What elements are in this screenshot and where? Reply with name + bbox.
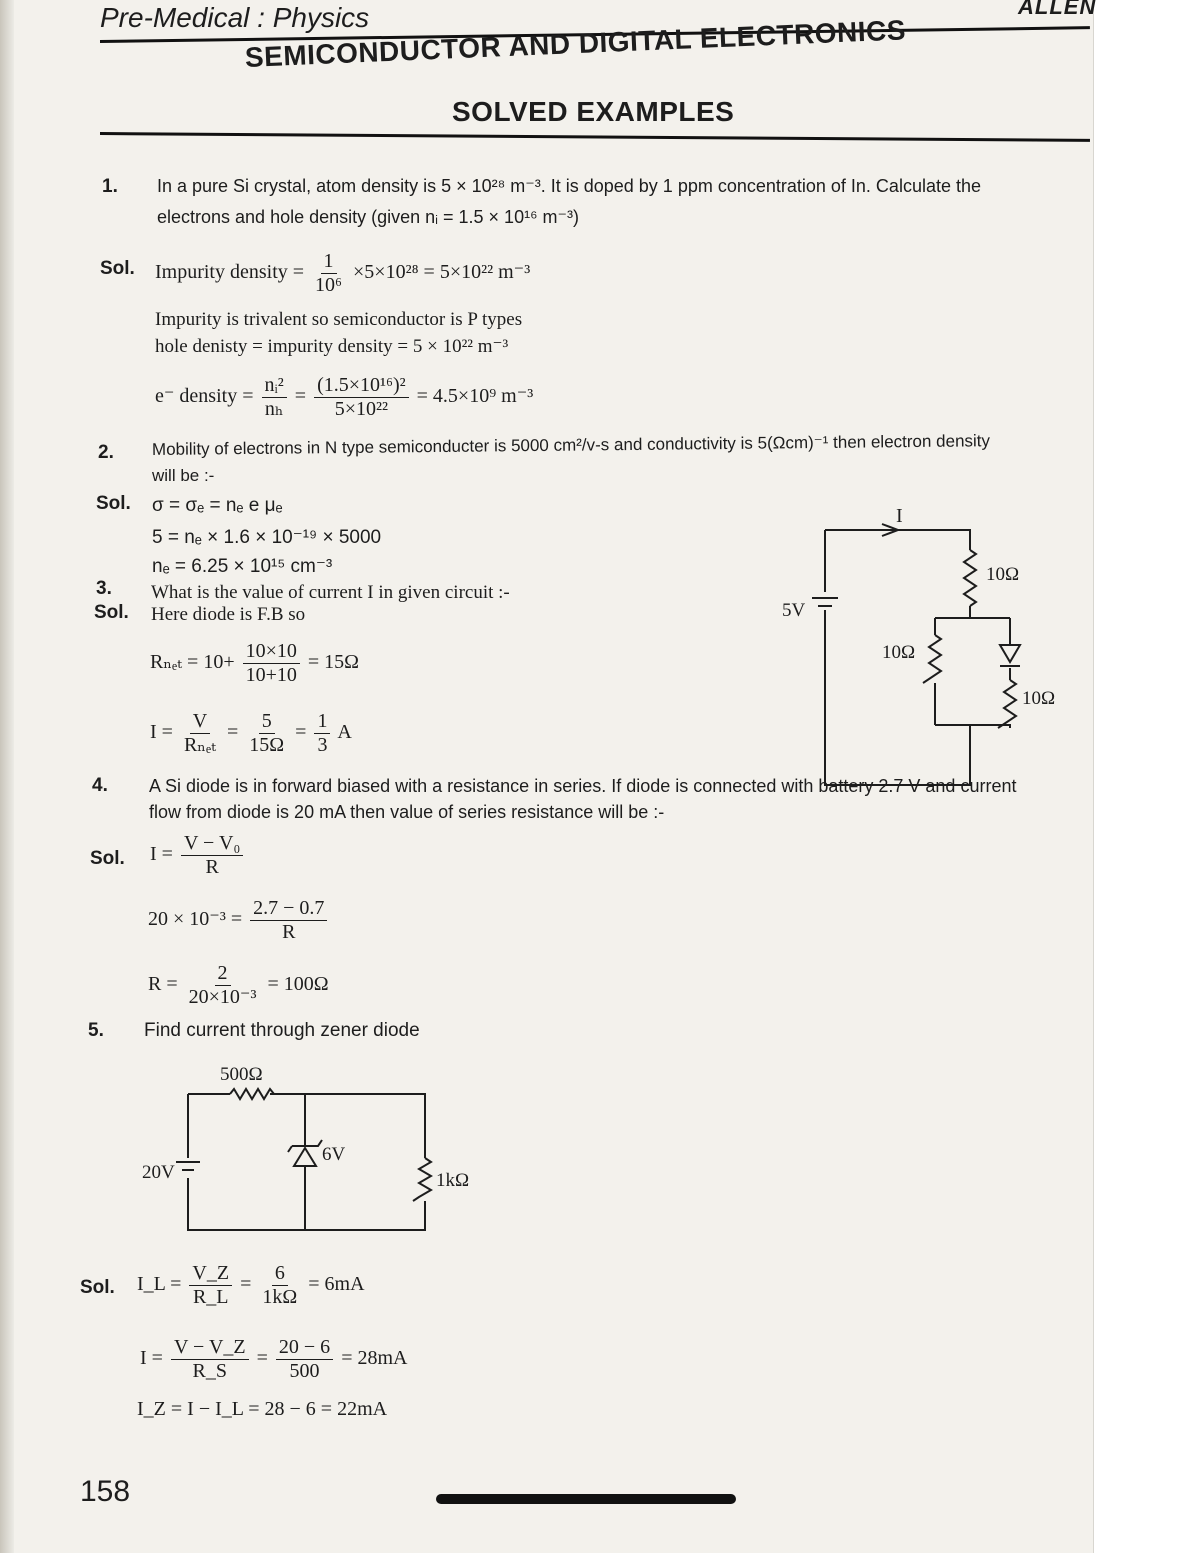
equation <box>148 897 330 944</box>
section-title: SOLVED EXAMPLES <box>452 96 735 127</box>
equation <box>148 962 329 1009</box>
resistor-label: 10Ω <box>986 564 1020 585</box>
numerator: 1 <box>314 710 330 734</box>
circuit-wire <box>935 668 1010 725</box>
page-binding-edge <box>0 0 14 1553</box>
solution-text: nₑ = 6.25 × 10¹⁵ cm⁻³ <box>152 556 333 577</box>
fraction <box>189 1262 232 1309</box>
resistor-zigzag <box>998 680 1016 728</box>
denominator: R_L <box>192 1286 229 1308</box>
equation-lhs: e⁻ density = <box>155 385 254 408</box>
solution-label: Sol. <box>90 848 125 869</box>
denominator: 15Ω <box>249 734 285 756</box>
numerator: V <box>190 710 210 734</box>
question-number: 5. <box>88 1020 104 1041</box>
running-header: Pre-Medical : Physics <box>100 2 370 33</box>
circuit-wire <box>825 610 1010 785</box>
denominator: R <box>282 921 296 943</box>
question-text: will be :- <box>152 466 215 485</box>
resistor-zigzag <box>413 1158 431 1201</box>
question-number: 1. <box>102 176 118 197</box>
equation-lhs: I = <box>150 843 173 866</box>
circuit-diagram-q5 <box>140 1058 500 1238</box>
battery-label: 20V <box>142 1162 175 1183</box>
solution-text: Impurity is trivalent so semiconductor is P types <box>155 309 523 330</box>
fraction <box>312 250 345 297</box>
resistor-zigzag <box>964 550 976 606</box>
fraction <box>276 1336 333 1383</box>
denominator: 20×10⁻³ <box>188 986 257 1008</box>
numerator: 20 − 6 <box>276 1336 333 1360</box>
question-text: electrons and hole density (given nᵢ = 1.5 × 10¹⁶ m⁻³) <box>157 207 579 227</box>
chapter-title: SEMICONDUCTOR AND DIGITAL ELECTRONICS <box>244 14 907 73</box>
denominator: 10+10 <box>245 664 297 686</box>
denominator: Rₙₑₜ <box>183 734 217 756</box>
solution-label: Sol. <box>100 258 135 279</box>
battery-label: 5V <box>782 600 806 621</box>
current-label: I <box>896 505 903 527</box>
solution-label: Sol. <box>94 602 129 623</box>
numerator: V − V_Z <box>171 1336 249 1360</box>
numerator: nᵢ² <box>262 374 287 398</box>
solution-text: hole denisty = impurity density = 5 × 10²² m⁻³ <box>155 336 509 357</box>
numerator: 1 <box>321 250 337 274</box>
solution-text: Here diode is F.B so <box>151 604 306 625</box>
numerator: V_Z <box>189 1262 232 1286</box>
question-number: 2. <box>98 442 114 463</box>
equation-lhs: Impurity density = <box>155 261 305 284</box>
fraction <box>314 710 330 757</box>
equation: I_Z = I − I_L = 28 − 6 = 22mA <box>137 1398 388 1420</box>
circuit-wire <box>188 1094 425 1230</box>
fraction <box>186 962 260 1009</box>
equation <box>155 250 530 297</box>
denominator: 500 <box>289 1360 320 1382</box>
unit: A <box>337 721 352 744</box>
denominator: 3 <box>317 734 328 756</box>
denominator: 1kΩ <box>262 1286 298 1308</box>
numerator: 5 <box>259 710 275 734</box>
resistor-label: 500Ω <box>220 1064 263 1085</box>
question-text: A Si diode is in forward biased with a resistance in series. If diode is connected with battery 2.7 V and current <box>149 776 1017 796</box>
question-number: 3. <box>96 578 112 599</box>
equation-lhs: I = <box>140 1347 163 1370</box>
equation-rhs: = 28mA <box>341 1347 408 1370</box>
circuit-wire <box>935 606 1010 645</box>
equation-rhs: = 100Ω <box>267 973 329 996</box>
equation <box>150 832 246 879</box>
fraction <box>262 374 287 421</box>
equation: e⁻ density = $\frac{\text{nᵢ²}}{\text{nₕ}}$ = $\frac{\text{(1.5×10¹⁶)²}}{\text{5×10²²}}$ = 4.5×10⁹ m⁻³ <box>155 374 534 420</box>
equation <box>150 640 359 687</box>
denominator: 10⁶ <box>315 274 343 296</box>
equation-lhs: 20 × 10⁻³ = <box>148 908 243 931</box>
fraction <box>171 1336 249 1383</box>
equation-rhs: = 6mA <box>308 1273 365 1296</box>
page-number: 158 <box>80 1475 131 1508</box>
equation-rhs: = 4.5×10⁹ m⁻³ <box>416 385 534 408</box>
fraction <box>243 640 300 687</box>
question-number: 4. <box>92 775 108 796</box>
circuit-wire <box>270 1094 425 1158</box>
question-text: In a pure Si crystal, atom density is 5 × 10²⁸ m⁻³. It is doped by 1 ppm concentration of In. Calculate the <box>157 176 982 196</box>
diode-symbol <box>1000 645 1020 666</box>
footer-decoration <box>436 1494 736 1504</box>
equation-lhs: R = <box>148 973 178 996</box>
equation-lhs: I = <box>150 721 173 744</box>
denominator: R <box>205 856 219 878</box>
numerator: (1.5×10¹⁶)² <box>314 374 409 398</box>
fraction <box>181 710 219 757</box>
fraction <box>181 832 243 879</box>
question-text: Find current through zener diode <box>144 1020 420 1041</box>
equation: I_L = $\frac{V\_Z}{R\_L}$ = $\frac{6}{1k\Omega}$ = 6mA <box>137 1262 365 1308</box>
solution-label: Sol. <box>96 493 131 514</box>
numerator: V − V₀ <box>181 832 243 856</box>
numerator: 6 <box>272 1262 288 1286</box>
zener-label: 6V <box>322 1144 346 1165</box>
equation-rhs: = 15Ω <box>307 651 360 674</box>
resistor-zigzag <box>923 635 941 683</box>
denominator: 5×10²² <box>334 398 388 420</box>
section-rule <box>100 132 1090 142</box>
denominator: R_S <box>192 1360 228 1382</box>
equation-lhs: I_L = <box>137 1273 182 1296</box>
question-text: What is the value of current I in given circuit :- <box>151 582 510 603</box>
denominator: nₕ <box>264 398 284 420</box>
circuit-wire <box>825 530 970 550</box>
solution-text: 5 = nₑ × 1.6 × 10⁻¹⁹ × 5000 <box>152 527 382 548</box>
solution-label: Sol. <box>80 1277 115 1298</box>
resistor-label: 10Ω <box>882 642 916 663</box>
question-text: flow from diode is 20 mA then value of series resistance will be :- <box>149 802 665 822</box>
fraction <box>314 374 409 421</box>
equation-lhs: Rₙₑₜ = 10+ <box>150 651 235 674</box>
equation-rhs: ×5×10²⁸ = 5×10²² m⁻³ <box>353 261 531 284</box>
solution-text: σ = σₑ = nₑ e μₑ <box>152 495 283 516</box>
page-margin-right <box>1093 0 1200 1553</box>
question-text: Mobility of electrons in N type semiconducter is 5000 cm²/v-s and conductivity is 5(Ωcm)⁻¹ then electron density <box>151 431 991 459</box>
numerator: 2.7 − 0.7 <box>250 897 327 921</box>
numerator: 10×10 <box>243 640 300 664</box>
resistor-label: 1kΩ <box>436 1170 470 1191</box>
brand-logo: ALLEN <box>1018 0 1097 19</box>
fraction <box>246 710 287 757</box>
fraction <box>250 897 327 944</box>
fraction <box>259 1262 300 1309</box>
numerator: 2 <box>215 962 231 986</box>
equation: I = $\frac{V - V\_Z}{R\_S}$ = $\frac{20 - 6}{500}$ = 28mA <box>140 1336 408 1382</box>
circuit-diagram-q3 <box>770 500 1070 790</box>
resistor-zigzag <box>230 1089 274 1099</box>
resistor-label: 10Ω <box>1022 688 1056 709</box>
equation: I = $\frac{V}{\text{Rₙₑₜ}}$ = $\frac{5}{15\Omega}$ = $\frac{1}{3}$ A <box>150 710 352 756</box>
